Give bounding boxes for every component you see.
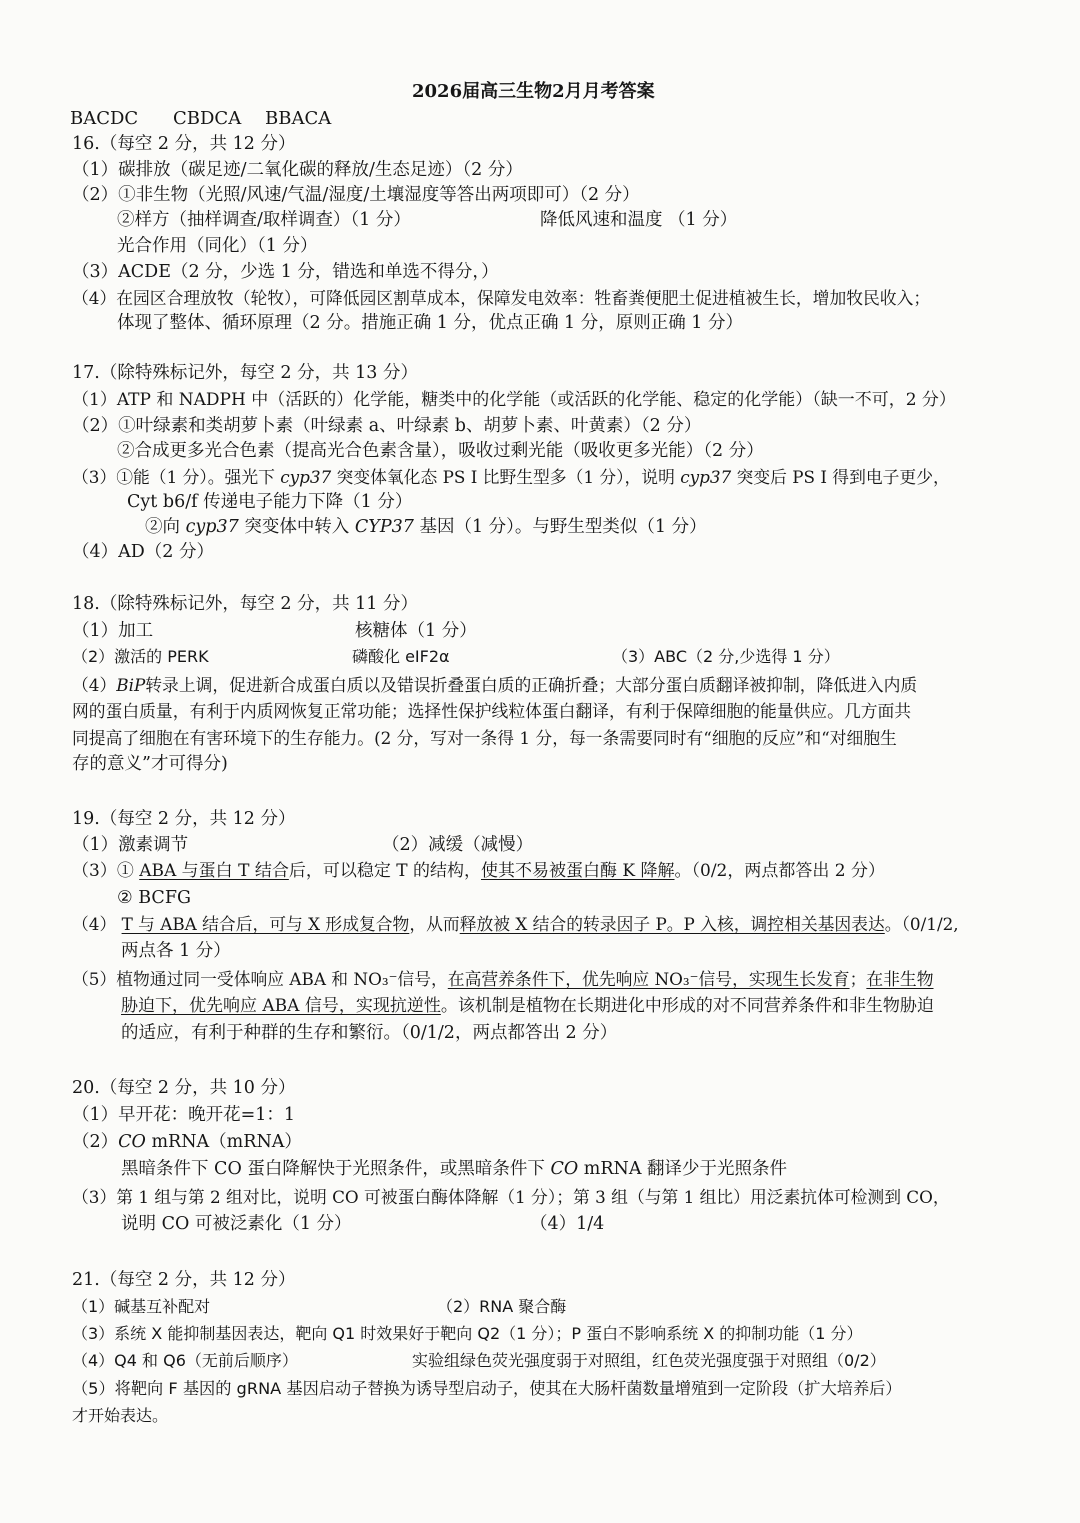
text-run: ，从而	[409, 914, 460, 934]
q17-line	[145, 515, 707, 539]
text-run: 突变后 PS Ⅰ 得到电子更少，	[731, 467, 950, 487]
gene-name: CYP37	[354, 517, 414, 537]
text-run: 基因（1 分）。与野生型类似（1 分）	[413, 517, 707, 537]
q18-line	[72, 673, 917, 697]
underlined-answer: 在高营养条件下，优先响应 NO₃⁻信号，实现生长发育	[447, 969, 850, 989]
text-run: 突变体中转入	[238, 517, 355, 537]
q18-line: 磷酸化 eIF2α	[352, 647, 450, 666]
q17-line: （4）AD（2 分）	[72, 542, 214, 562]
q20-line: 说明 CO 可被泛素化（1 分）	[121, 1214, 352, 1234]
text-run: ②向	[145, 517, 186, 537]
q16-line: ②样方（抽样调查/取样调查）（1 分）	[117, 210, 411, 230]
q18-line: （3）ABC（2 分,少选得 1 分）	[612, 647, 840, 666]
text-run: 黑暗条件下 CO 蛋白降解快于光照条件，或黑暗条件下	[121, 1159, 551, 1179]
q16-line: 体现了整体、循环原理（2 分。措施正确 1 分，优点正确 1 分，原则正确 1 分）	[117, 313, 743, 333]
q18-line: （2）激活的 PERK	[72, 647, 209, 666]
q16-line: （1）碳排放（碳足迹/二氧化碳的释放/生态足迹）（2 分）	[72, 160, 523, 180]
q21-line: （5）将靶向 F 基因的 gRNA 基因启动子替换为诱导型启动子，使其在大肠杆菌数量增殖到一定阶段（扩大培养后）	[72, 1379, 902, 1398]
underlined-answer: 释放被 X 结合的转录因子 P。P 入核，调控相关基因表达	[459, 914, 885, 934]
underlined-answer: T 与 ABA 结合后，可与 X 形成复合物	[121, 914, 410, 934]
gene-name: cyp37	[280, 467, 332, 487]
q18-line: （1）加工	[72, 621, 154, 641]
mc-answers-1-5: BACDC	[70, 108, 139, 129]
q21-line: （3）系统 X 能抑制基因表达，靶向 Q1 时效果好于靶向 Q2（1 分）；P 蛋白不影响系统 X 的抑制功能（1 分）	[72, 1324, 863, 1343]
q18-heading: 18.（除特殊标记外，每空 2 分，共 11 分）	[72, 594, 418, 614]
text-run: （2）	[72, 1132, 119, 1152]
gene-name: CO	[550, 1159, 579, 1179]
q20-line: （4）1/4	[530, 1214, 605, 1234]
q19-line: （1）激素调节	[72, 835, 189, 855]
gene-name: cyp37	[185, 517, 239, 537]
q16-line: （2）①非生物（光照/风速/气温/湿度/土壤湿度等答出两项即可）（2 分）	[72, 185, 640, 205]
q20-line	[121, 1157, 787, 1181]
q16-line: 降低风速和温度 （1 分）	[540, 210, 738, 230]
underlined-answer: 使其不易被蛋白酶 K 降解	[481, 861, 675, 881]
underlined-answer: 胁迫下，优先响应 ABA 信号，实现抗逆性	[121, 996, 441, 1016]
q17-line: Cyt b6/f 传递电子能力下降（1 分）	[127, 492, 413, 512]
q20-heading: 20.（每空 2 分，共 10 分）	[72, 1078, 296, 1098]
page-title: 2026届高三生物2月月考答案	[412, 81, 655, 102]
q21-line: （4）Q4 和 Q6（无前后顺序）	[72, 1351, 298, 1370]
text-run: （3）①能（1 分）。强光下	[72, 467, 281, 487]
text-run: 转录上调，促进新合成蛋白质以及错误折叠蛋白质的正确折叠；大部分蛋白质翻译被抑制，降低进入内质	[145, 675, 918, 695]
q17-heading: 17.（除特殊标记外，每空 2 分，共 13 分）	[72, 363, 418, 383]
q18-line: 网的蛋白质量，有利于内质网恢复正常功能；选择性保护线粒体蛋白翻译，有利于保障细胞的能量供应。几方面共	[72, 701, 912, 721]
q17-line: （2）①叶绿素和类胡萝卜素（叶绿素 a、叶绿素 b、胡萝卜素、叶黄素）（2 分）	[72, 416, 702, 436]
q19-heading: 19.（每空 2 分，共 12 分）	[72, 809, 296, 829]
q16-heading: 16.（每空 2 分，共 12 分）	[72, 134, 296, 154]
mc-answers-11-15: BBACA	[265, 108, 332, 129]
underlined-answer: ABA 与蛋白 T 结合	[139, 861, 289, 881]
q20-line: （1）早开花：晚开花=1：1	[72, 1105, 296, 1125]
text-run: mRNA 翻译少于光照条件	[578, 1159, 788, 1179]
q21-heading: 21.（每空 2 分，共 12 分）	[72, 1270, 296, 1290]
gene-name: BiP	[116, 675, 146, 695]
q21-line: （1）碱基互补配对	[72, 1297, 211, 1316]
q19-line: 两点各 1 分）	[121, 941, 231, 961]
q20-line: （3）第 1 组与第 2 组对比，说明 CO 可被蛋白酶体降解（1 分）；第 3 组（与第 1 组比）用泛素抗体可检测到 CO，	[72, 1187, 950, 1207]
q19-line	[72, 967, 934, 991]
q19-line: 的适应，有利于种群的生存和繁衍。（0/1/2，两点都答出 2 分）	[121, 1023, 618, 1043]
text-run: （4）	[72, 914, 122, 934]
text-run: （4）	[72, 675, 117, 695]
q19-line: （2）减缓（减慢）	[382, 835, 534, 855]
q16-line: 光合作用（同化）（1 分）	[117, 236, 318, 256]
mc-answers-6-10: CBDCA	[173, 108, 242, 129]
q17-line: （1）ATP 和 NADPH 中（活跃的）化学能，糖类中的化学能（或活跃的化学能、稳定的化学能）（缺一不可，2 分）	[72, 390, 956, 410]
q19-line	[72, 912, 959, 936]
q20-line	[72, 1130, 302, 1154]
text-run: 。（0/2，两点都答出 2 分）	[674, 861, 885, 881]
gene-name: CO	[118, 1132, 146, 1152]
text-run: mRNA（mRNA）	[145, 1132, 302, 1152]
q19-line: ② BCFG	[117, 888, 191, 908]
q18-line: 存的意义”才可得分)	[72, 754, 228, 774]
text-run: 。该机制是植物在长期进化中形成的对不同营养条件和非生物胁迫	[440, 996, 934, 1016]
text-run: （5）植物通过同一受体响应 ABA 和 NO₃⁻信号，	[72, 969, 448, 989]
q21-line: 实验组绿色荧光强度弱于对照组，红色荧光强度强于对照组（0/2）	[412, 1351, 886, 1370]
text-run: （3）①	[72, 861, 140, 881]
q16-line: （3）ACDE（2 分，少选 1 分，错选和单选不得分，）	[72, 262, 499, 282]
q17-line	[72, 465, 950, 489]
q16-line: （4）在园区合理放牧（轮牧），可降低园区割草成本，保障发电效率：牲畜粪便肥土促进植被生长，增加牧民收入；	[72, 288, 931, 308]
q19-line	[121, 994, 934, 1018]
text-run: 。（0/1/2,	[884, 914, 959, 934]
q17-line: ②合成更多光合色素（提高光合色素含量），吸收过剩光能（吸收更多光能）（2 分）	[117, 441, 764, 461]
q21-line: （2）RNA 聚合酶	[437, 1297, 567, 1316]
text-run: 后，可以稳定 T 的结构，	[288, 861, 481, 881]
gene-name: cyp37	[680, 467, 732, 487]
q18-line: 核糖体（1 分）	[355, 621, 477, 641]
underlined-answer: 在非生物	[866, 969, 934, 989]
q18-line: 同提高了细胞在有害环境下的生存能力。(2 分，写对一条得 1 分，每一条需要同时有“细胞的反应”和“对细胞生	[72, 728, 897, 748]
q21-line: 才开始表达。	[72, 1406, 169, 1425]
q19-line	[72, 859, 885, 883]
text-run: ；	[849, 969, 867, 989]
text-run: 突变体氧化态 PS Ⅰ 比野生型多（1 分），说明	[331, 467, 681, 487]
